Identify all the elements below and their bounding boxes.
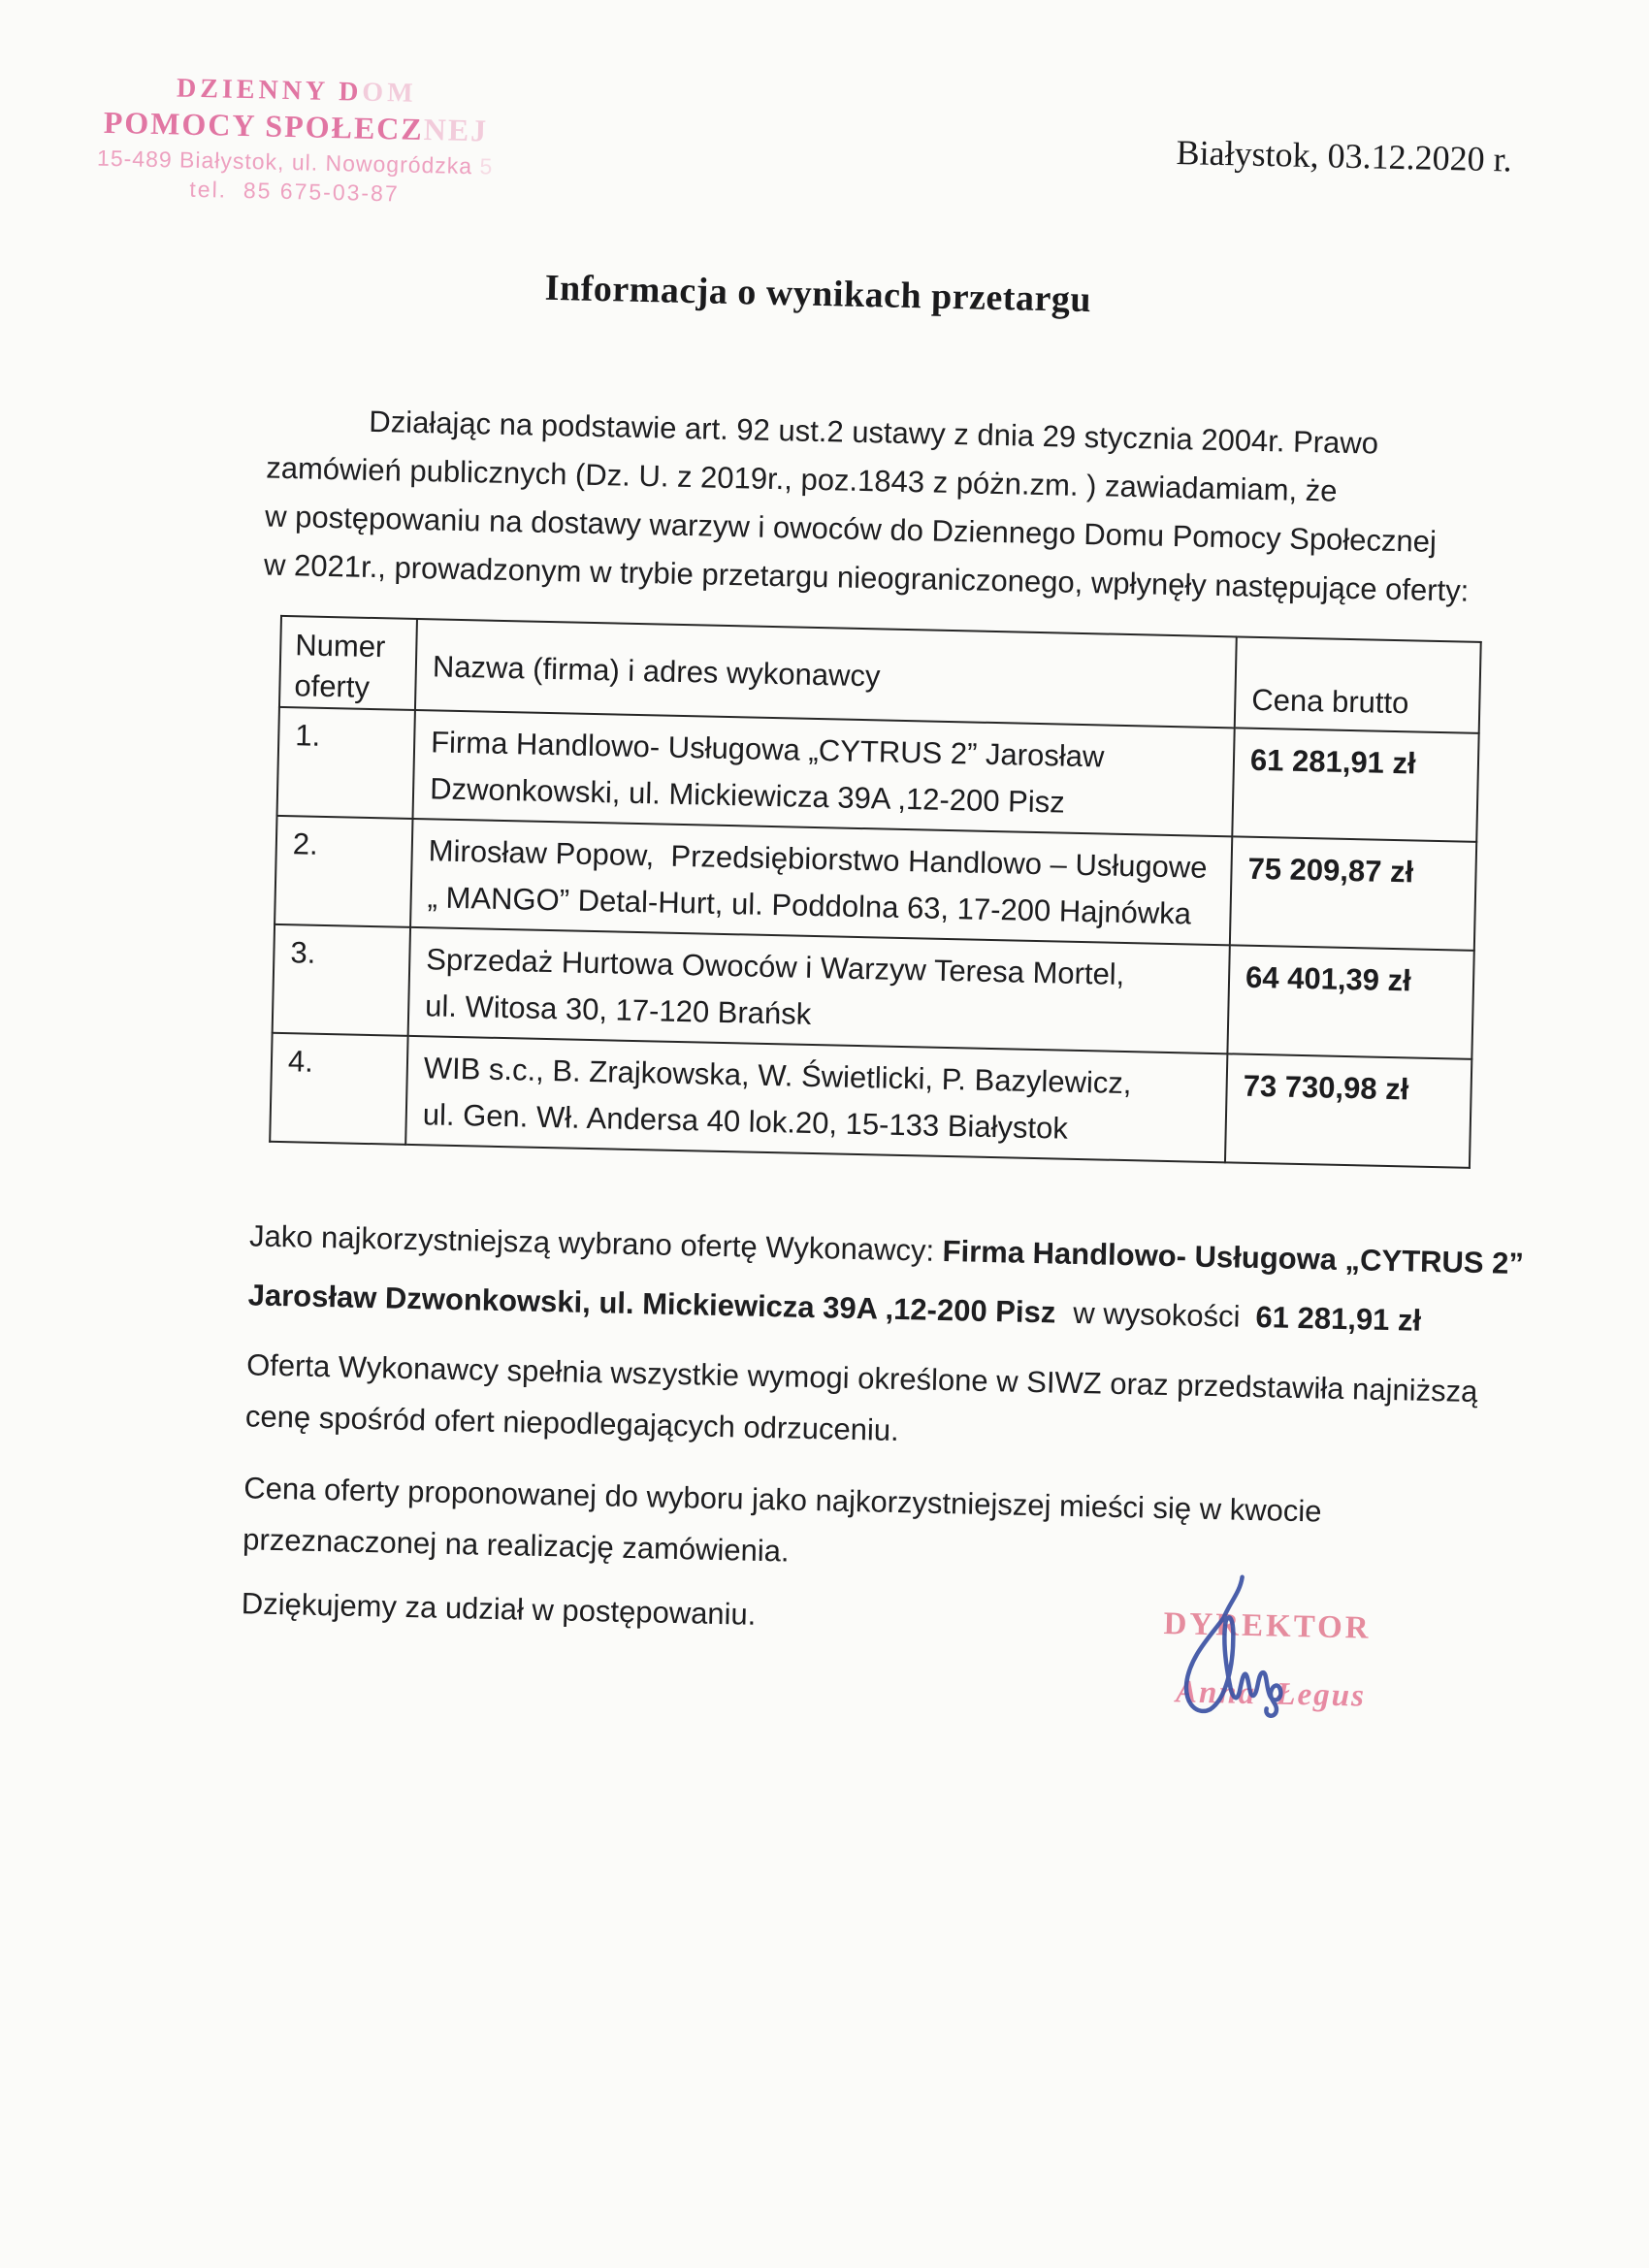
contractor-name-line: Sprzedaż Hurtowa Owoców i Warzyw Teresa Mortel, bbox=[425, 942, 1125, 991]
price-fit-line: Cena oferty proponowanej do wyboru jako najkorzystniejszej mieści się w kwocie bbox=[243, 1471, 1322, 1529]
contractor-cell bbox=[408, 927, 1230, 1053]
director-title-stamp: DYREKTOR bbox=[1163, 1606, 1372, 1646]
director-name-stamp: Anna Łegus bbox=[1175, 1674, 1367, 1714]
document-title: Informacja o wynikach przetargu bbox=[544, 267, 1092, 321]
intro-line: Działając na podstawie art. 92 ust.2 ustawy z dnia 29 stycznia 2004r. Prawo bbox=[369, 404, 1379, 461]
offer-number: 3. bbox=[273, 924, 410, 1036]
date-line: Białystok, 03.12.2020 r. bbox=[1176, 132, 1513, 179]
contractor-address-line: Dzwonkowski, ul. Mickiewicza 39A ,12-200 Pisz bbox=[429, 771, 1066, 820]
intro-paragraph bbox=[264, 396, 1492, 616]
intro-line: w postępowaniu na dostawy warzyw i owoców do Dziennego Domu Pomocy Społecznej bbox=[264, 499, 1438, 559]
contractor-cell bbox=[405, 1036, 1227, 1162]
selection-prefix: Jako najkorzystniejszą wybrano ofertę Wykonawcy: bbox=[248, 1218, 944, 1268]
contractor-cell bbox=[412, 710, 1234, 836]
contractor-address-line: ul. Gen. Wł. Andersa 40 lok.20, 15-133 Białystok bbox=[422, 1097, 1069, 1146]
price-fit-line: przeznaczonej na realizację zamówienia. bbox=[242, 1522, 790, 1569]
stamp-line-2-faded: NEJ bbox=[423, 112, 489, 148]
stamp-line-2 bbox=[82, 104, 510, 149]
intro-line: zamówień publicznych (Dz. U. z 2019r., poz.1843 z póżn.zm. ) zawiadamiam, że bbox=[265, 450, 1338, 508]
intro-line: w 2021r., prowadzonym w trybie przetargu nieograniczonego, wpłynęły następujące oferty: bbox=[263, 547, 1470, 608]
price-fit-paragraph bbox=[242, 1462, 1469, 1592]
contractor-name-line: Firma Handlowo- Usługowa „CYTRUS 2” Jarosław bbox=[430, 725, 1105, 774]
stamp-phone-line: tel. 85 675-03-87 bbox=[189, 176, 400, 207]
contractor-name-line: Mirosław Popow, Przedsiębiorstwo Handlowo – Usługowe bbox=[428, 833, 1208, 885]
amount-label: w wysokości bbox=[1072, 1295, 1241, 1334]
stamp-line-2-text: POMOCY SPOŁECZ bbox=[103, 104, 425, 147]
document-body bbox=[241, 396, 1525, 1656]
gross-price: 61 281,91 zł bbox=[1232, 728, 1478, 841]
compliance-paragraph bbox=[244, 1339, 1478, 1469]
contractor-cell bbox=[410, 819, 1232, 945]
contractor-address-line: „ MANGO” Detal-Hurt, ul. Poddolna 63, 17-200 Hajnówka bbox=[427, 880, 1192, 931]
stamp-line-1-text: DZIENNY D bbox=[176, 73, 363, 108]
winner-name-part1: Firma Handlowo- Usługowa „CYTRUS 2” bbox=[942, 1233, 1525, 1281]
gross-price: 75 209,87 zł bbox=[1230, 836, 1476, 950]
gross-price: 73 730,98 zł bbox=[1225, 1053, 1471, 1167]
offers-table bbox=[269, 615, 1482, 1169]
compliance-line: Oferta Wykonawcy spełnia wszystkie wymogi określone w SIWZ oraz przedstawiła najniższą bbox=[245, 1347, 1478, 1409]
offer-number: 4. bbox=[270, 1033, 407, 1145]
thanks-paragraph: Dziękujemy za udział w postępowaniu. bbox=[241, 1586, 757, 1632]
contractor-name-line: WIB s.c., B. Zrajkowska, W. Świetlicki, P. Bazylewicz, bbox=[423, 1051, 1132, 1101]
winning-amount: 61 281,91 zł bbox=[1255, 1300, 1422, 1338]
offer-number: 2. bbox=[275, 816, 412, 927]
organization-stamp bbox=[81, 71, 510, 210]
column-header-offer-number: Numer oferty bbox=[279, 616, 417, 710]
compliance-line: cenę spośród ofert niepodlegających odrzuceniu. bbox=[244, 1399, 900, 1448]
stamp-address-faded: 5 bbox=[471, 153, 494, 179]
stamp-line-1-faded: OM bbox=[362, 77, 417, 109]
column-header-contractor: Nazwa (firma) i adres wykonawcy bbox=[415, 619, 1237, 728]
column-header-gross-price: Cena brutto bbox=[1235, 636, 1481, 732]
stamp-address-text: 15-489 Białystok, ul. Nowogródzka bbox=[96, 145, 473, 179]
offer-number: 1. bbox=[277, 707, 415, 819]
gross-price: 64 401,39 zł bbox=[1227, 945, 1473, 1058]
winner-name-part2: Jarosław Dzwonkowski, ul. Mickiewicza 39A ,12-200 Pisz bbox=[247, 1278, 1056, 1330]
contractor-address-line: ul. Witosa 30, 17-120 Brańsk bbox=[424, 988, 812, 1031]
handwritten-signature bbox=[1163, 1571, 1292, 1728]
selection-paragraph bbox=[247, 1206, 1525, 1351]
